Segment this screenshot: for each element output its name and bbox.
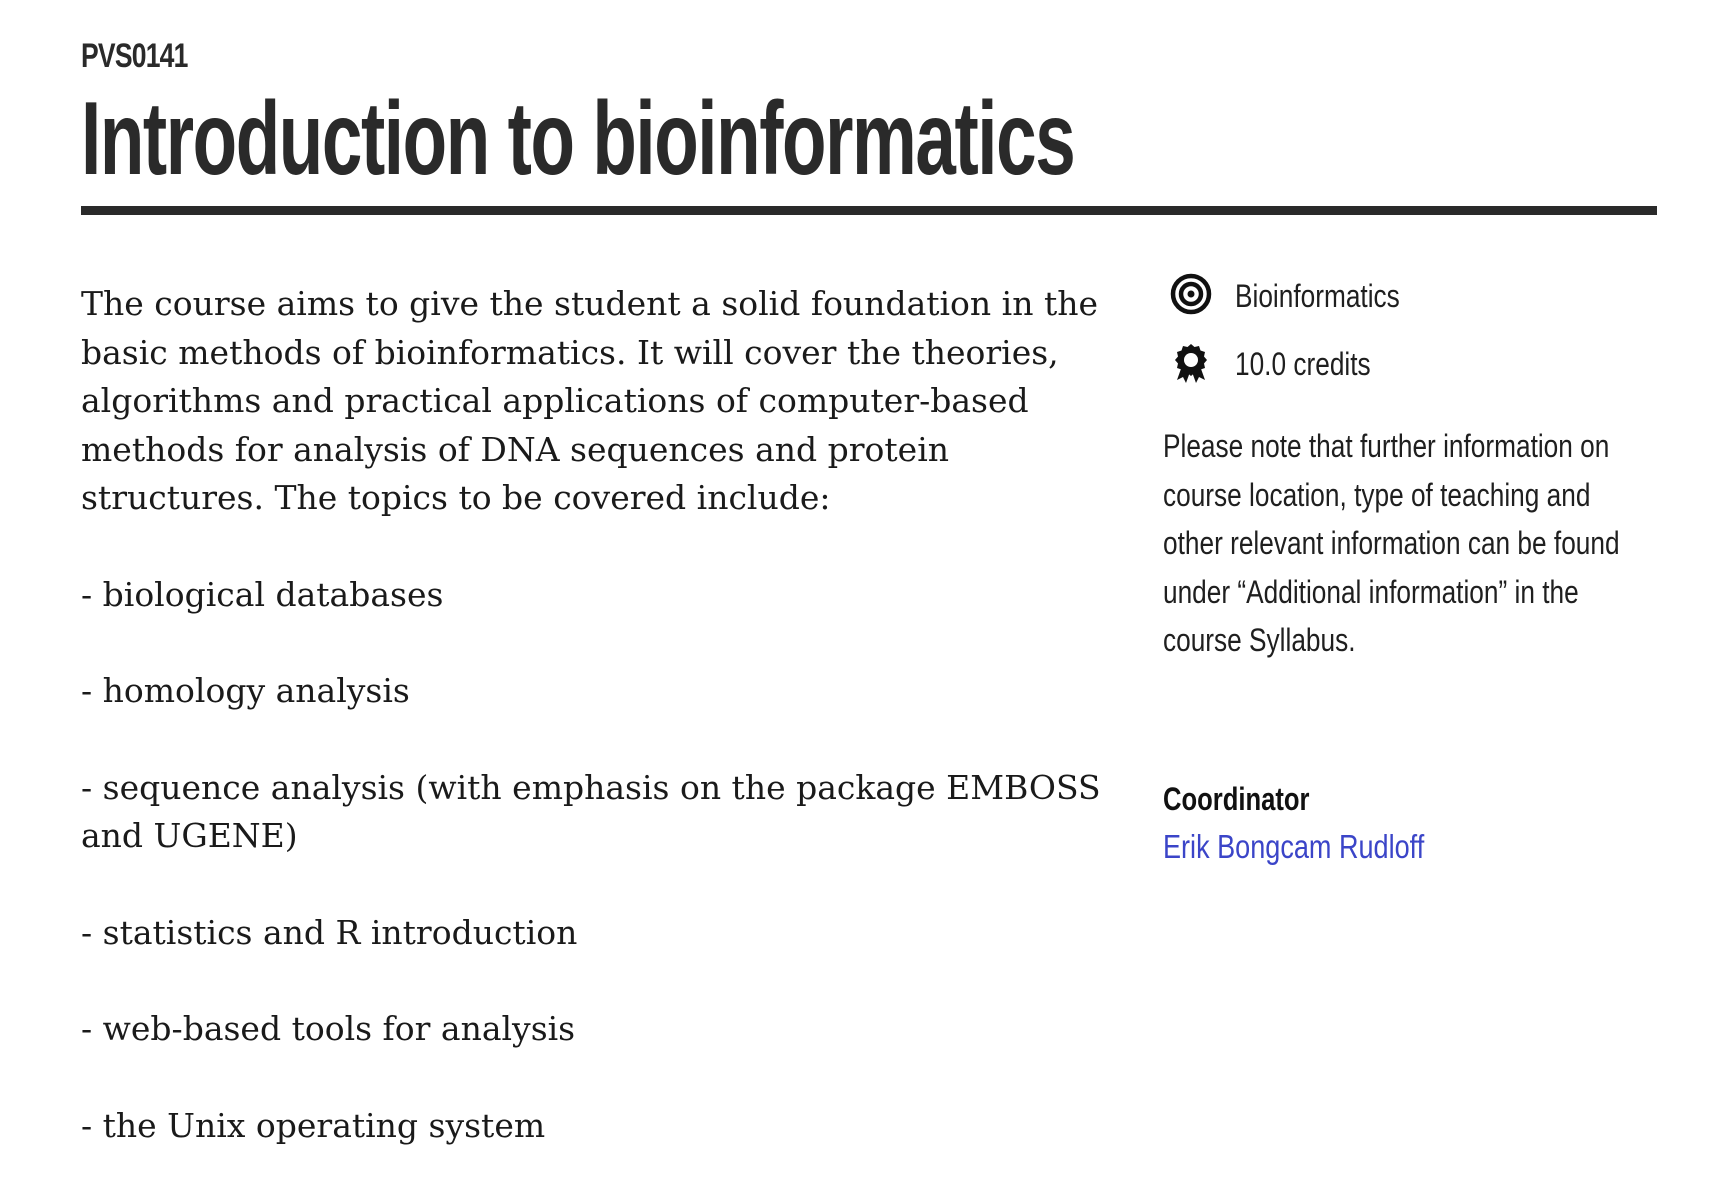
coordinator-heading: Coordinator [1163,780,1310,817]
topic-item: - the Unix operating system [81,1105,546,1145]
topic-item: - statistics and R introduction [81,912,578,952]
page-title: Introduction to bioinformatics [81,81,1075,197]
subject-label: Bioinformatics [1235,278,1400,314]
topic-item: - sequence analysis (with emphasis on the package EMBOSS and UGENE) [81,767,1101,855]
topic-item: - web-based tools for analysis [81,1009,576,1048]
award-ribbon-icon [1169,342,1213,386]
subject-row [1163,272,1657,340]
course-page [81,36,1657,1145]
course-description [81,280,1121,1150]
topic-item: - homology analysis [81,671,410,710]
course-code: PVS0141 [81,37,188,75]
coordinator-link[interactable]: Erik Bongcam Rudloff [1163,827,1425,865]
credits-label: 10.0 credits [1235,346,1371,382]
credits-row [1163,340,1657,408]
topic-item: - biological databases [81,574,444,614]
title-divider [81,206,1657,215]
course-intro: The course aims to give the student a solid foundation in the basic methods of bioinformatics. It will cover the theories, algorithms and practical applications of computer-based methods for analysis of DNA sequences and protein structures. The topics to be covered include: [81,284,1099,517]
target-icon [1169,272,1213,316]
course-sidebar [1163,272,1657,871]
additional-info-note: Please note that further information on course location, type of teaching and other relevant information can be found under “Additional information” in the course Syllabus. [1163,428,1620,658]
